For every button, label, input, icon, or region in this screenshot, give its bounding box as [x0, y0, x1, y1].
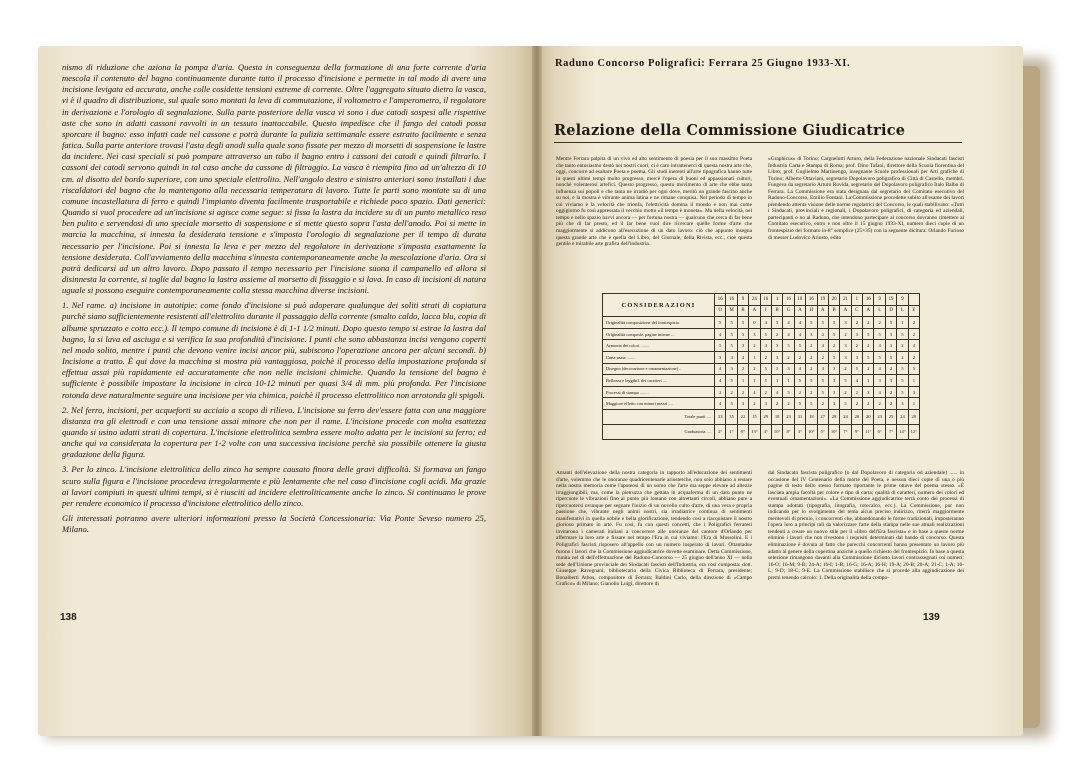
score-cell: 4 [715, 328, 726, 340]
score-cell: 3 [851, 351, 862, 363]
left-paragraph: 2. Nel ferro, incisioni, per acqueforti su acciaio a scopo di rilievo. L'incisione su ferro dev'essere fatta con una maggiore distanza tra gli elettrodi e con una tensione assai minore che non per il rame. L'incisione procede con molta esattezza quando si usino adatti strati di copertura. L'incisione elettrolitica sembra essere molto adatta per le incisioni su ferro; ed anche qui va considerata la copertura per 1-2 volte con una successiva incisione perchè sia possibile ottenere la giusta gradazione della figura. [62, 404, 486, 460]
table-corner-label: CONSIDERAZIONI [603, 294, 715, 317]
rank-cell: 10° [771, 424, 782, 439]
score-cell: 2 [897, 340, 908, 352]
score-cell: 5 [760, 328, 771, 340]
score-cell: 2 [851, 340, 862, 352]
score-cell: 2 [863, 317, 874, 329]
score-cell: 5 [897, 375, 908, 387]
title-rule [554, 142, 962, 143]
score-cell: 3 [885, 340, 896, 352]
col-letter: L [874, 305, 885, 317]
score-cell: 2 [840, 363, 851, 375]
score-cell: 2 [863, 340, 874, 352]
row-label: Bellezza e leggibil. dei caratteri .... [603, 375, 715, 387]
score-cell: 2 [840, 386, 851, 398]
score-cell: 5 [806, 375, 817, 387]
row-label: Carta usata ........ [603, 351, 715, 363]
score-cell: 2 [806, 340, 817, 352]
score-cell: 3 [771, 351, 782, 363]
score-cell: 1 [908, 375, 919, 387]
score-cell: 1 [863, 375, 874, 387]
score-cell: 2 [794, 386, 805, 398]
score-cell: 3 [737, 340, 748, 352]
score-cell: 5 [737, 317, 748, 329]
row-label: Processi di stampa ........ [603, 386, 715, 398]
col-number [908, 294, 919, 306]
total-cell: 35 [726, 409, 737, 424]
rank-cell: 8° [783, 424, 794, 439]
score-cell: 5 [817, 386, 828, 398]
score-cell: 4 [874, 340, 885, 352]
score-cell: 3 [897, 398, 908, 410]
total-cell: 20 [908, 409, 919, 424]
score-cell: 2 [737, 386, 748, 398]
score-cell: 1 [749, 375, 760, 387]
score-cell: 2 [737, 363, 748, 375]
col-letter: A [817, 305, 828, 317]
score-cell: 3 [828, 386, 839, 398]
col-letter: A [863, 305, 874, 317]
score-cell: 5 [817, 317, 828, 329]
score-cell: 4 [715, 363, 726, 375]
score-cell: 5 [874, 351, 885, 363]
col-letter: L [897, 305, 908, 317]
score-cell: 5 [806, 317, 817, 329]
column-2-top [768, 156, 964, 280]
totals-row [603, 409, 920, 424]
page-number-left: 138 [60, 612, 77, 623]
row-label: Maggiore effetto con minori mezzi .... [603, 398, 715, 410]
score-cell: 2 [715, 386, 726, 398]
total-cell: 29 [760, 409, 771, 424]
col-letter: G [783, 305, 794, 317]
col-number: 19 [885, 294, 896, 306]
score-cell: 4 [874, 386, 885, 398]
score-cell: 3 [840, 351, 851, 363]
score-cell: 3 [783, 363, 794, 375]
score-cell: 5 [715, 317, 726, 329]
rank-cell: 4° [760, 424, 771, 439]
rank-cell: 7° [885, 424, 896, 439]
score-cell: 1 [908, 398, 919, 410]
table-header-row [603, 294, 920, 306]
score-cell: 2 [771, 398, 782, 410]
score-cell: 2 [851, 386, 862, 398]
score-cell: 3 [771, 340, 782, 352]
total-cell: 33 [715, 409, 726, 424]
score-cell: 1 [771, 375, 782, 387]
col-number: 24 [749, 294, 760, 306]
score-cell: 2 [794, 351, 805, 363]
score-cell: 4 [851, 375, 862, 387]
col-letter: A [794, 305, 805, 317]
col-letter: I [760, 305, 771, 317]
rank-cell: 14° [897, 424, 908, 439]
score-cell: 5 [817, 375, 828, 387]
score-cell: 2 [749, 340, 760, 352]
row-label: Armonia dei colori ........ [603, 340, 715, 352]
score-cell: 5 [840, 375, 851, 387]
score-cell: 5 [715, 340, 726, 352]
rank-cell: 6° [874, 424, 885, 439]
col-letter: O [715, 305, 726, 317]
score-cell: 2 [817, 328, 828, 340]
score-cell: 5 [840, 398, 851, 410]
col-number: 16 [715, 294, 726, 306]
column-2-bottom [768, 470, 964, 602]
total-cell: 31 [794, 409, 805, 424]
col-number: 9 [737, 294, 748, 306]
score-cell: 3 [715, 351, 726, 363]
score-cell: 5 [806, 398, 817, 410]
page-title: Relazione della Commissione Giudicatrice [554, 122, 906, 139]
score-cell: 3 [885, 375, 896, 387]
score-cell: 4 [874, 363, 885, 375]
score-cell: 5 [828, 328, 839, 340]
score-cell: 5 [885, 351, 896, 363]
score-cell: 5 [794, 398, 805, 410]
score-cell: 2 [749, 363, 760, 375]
score-cell: 2 [863, 398, 874, 410]
score-cell: 2 [840, 328, 851, 340]
score-cell: 2 [783, 398, 794, 410]
total-cell: 24 [897, 409, 908, 424]
rank-cell: 5° [817, 424, 828, 439]
score-cell: 5 [726, 317, 737, 329]
col-letter: B [737, 305, 748, 317]
total-cell: 22 [737, 409, 748, 424]
score-cell: 5 [726, 375, 737, 387]
score-cell: 5 [726, 340, 737, 352]
score-cell: 2 [885, 386, 896, 398]
col-number: 16 [806, 294, 817, 306]
col-number: 21 [840, 294, 851, 306]
table-row [603, 386, 920, 398]
rank-cell: 2° [715, 424, 726, 439]
score-cell: 5 [908, 363, 919, 375]
column-text: Amanti dell'elevazione della nostra categoria in rapporto all'educazione dei sentimenti d'arte, volemmo che le onoranze quadricentenarie ariostesche, non solo abbiano a restare nella nostra memoria come l'apoteosi di un uomo che l'arte ma seppe elevare ad altezze irraggiungibili, ma, come la pietruzza che gettata in acquaferma di un dato punto ne ripercuote le vibrazioni fino al punto più lontano con altrettanti circoli, abbiano pure a ripercuotersi ovunque per segnare l'inizio di un novello culto d'arte, di una vera e propria passione che, vibrante negli animi nostri, sia irradiatrice continua di sentimenti manifestativi in quella nobile e bella glorificazione, tendendo così a riacquistare il nostro glorioso primato in arte. Fu così, fu con questi concetti, che i Poligrafici ferraresi invitarono i camerati italiani a concorrere alle onoranze del cantore d'Orlando per affermare la loro arte e fissare nel tempo l'Era in cui viviamo: l'Era di Mussolini. E i Poligrafici fascisti risposero all'appello con un numero insperato di lavori. Ottantadue furono i lavori che la Commissione aggiudicatrice dovette esaminare. Detta Commissione, riunita nel dì dell'effettuazione del Raduno-Concorso — 25 giugno dell'anno XI — nella sede dell'Unione provinciale dei Sindacati fascisti dell'Industria, era così composta: dott. Giuseppe Ravegnani, bibliotecario della Civica Biblioteca di Ferrara, presidente; Bonalberti Athos, compositore di Ferrara; Baldini Carlo, della direzione di «Campo Grafico» di Milano; Gianolio Luigi, direttore di [556, 470, 752, 588]
col-letter: C [851, 305, 862, 317]
score-cell: 3 [726, 363, 737, 375]
ranking-row [603, 424, 920, 439]
total-cell: 23 [783, 409, 794, 424]
score-cell: 2 [806, 386, 817, 398]
col-number: 16 [863, 294, 874, 306]
score-cell: 2 [885, 363, 896, 375]
score-cell: 5 [737, 328, 748, 340]
scoring-table [602, 293, 920, 440]
score-cell: 2 [874, 317, 885, 329]
rank-cell: 13° [749, 424, 760, 439]
rank-cell: 3° [794, 424, 805, 439]
rank-cell: 9° [737, 424, 748, 439]
score-cell: 3 [760, 398, 771, 410]
score-cell: 4 [783, 328, 794, 340]
score-cell: 3 [737, 398, 748, 410]
left-paragraph: Gli interessati potranno avere ulteriori informazioni presso la Società Concessionaria: Via Ponte Seveso numero 25, Milano. [62, 513, 486, 535]
score-cell: 3 [840, 317, 851, 329]
score-cell: 3 [828, 375, 839, 387]
col-number: 9 [897, 294, 908, 306]
left-paragraph: 3. Per lo zinco. L'incisione elettrolitica dello zinco ha sempre causato finora delle gravi difficoltà. Si formava un fango scuro sulla figura e l'incisione procedeva irregolarmente e più lentamente che nel caso d'incisione cogli acidi. Ma grazie ai lavori compiuti in questi ultimi tempi, si è riusciti ad incidere elettroliticamente anche lo zinco. Si continuano le prove per rendere economico il processo d'incisione elettrolitico dello zinco. [62, 464, 486, 508]
score-cell: 3 [851, 328, 862, 340]
score-cell: 2 [760, 386, 771, 398]
score-cell: 4 [783, 317, 794, 329]
row-label: Originalità composizione del frontespizio. [603, 317, 715, 329]
score-cell: 3 [828, 363, 839, 375]
score-cell: 2 [908, 351, 919, 363]
score-cell: 2 [863, 363, 874, 375]
score-cell: 3 [828, 398, 839, 410]
score-cell: 3 [806, 328, 817, 340]
col-letter: H [806, 305, 817, 317]
totals-label: Totale punti .... [603, 409, 715, 424]
left-paragraph: 1. Nel rame. a) incisione in autotipie: come fondo d'incisione si può adoperare qualunque dei soliti strati di copiatura purchè siano sufficientemente resistenti all'elettrolito durante il passaggio della corrente (smalto caldo, lacca blu, copia di albume spruzzato e cotto ecc.). Il tempo comune di incisione è di 1-1 1/2 minuti. Dopo questo tempo si estrae la lastra dal bagno, la si lava ed asciuga e si verifica la sua profondità d'incisione. I punti che sono abbastanza incisi vengono coperti nel modo solito, mentre i punti che devono venire incisi ancor più, subiscono l'operazione ancora per alcuni secondi. b) Incisione a tratto. È qui dove la macchina si mostra più vantaggiosa, poichè il processo della impostazione profonda si effettua assai più rapidamente ed accuratamente che non nelle incisioni chimiche. Quando la tensione del bagno è sufficiente è possibile impostare la incisione in circa 10-12 minuti per quasi 3/4 di mm. più profonda. Per l'incisione rotonda deve naturalmente seguire una incisione per via chimica, poichè il processo elettrolitico non arrotonda gli spigoli. [62, 300, 486, 400]
table-row [603, 398, 920, 410]
score-cell: 3 [749, 328, 760, 340]
rank-cell: 9° [851, 424, 862, 439]
table-body [603, 317, 920, 410]
score-cell: 3 [726, 351, 737, 363]
score-cell: 4 [817, 340, 828, 352]
score-cell: 2 [783, 351, 794, 363]
score-cell: 5 [760, 363, 771, 375]
col-number: 16 [760, 294, 771, 306]
score-cell: 3 [885, 328, 896, 340]
col-number: 19 [817, 294, 828, 306]
score-cell: 5 [897, 363, 908, 375]
score-cell: 2 [851, 398, 862, 410]
score-cell: 2 [897, 351, 908, 363]
col-letter: A [840, 305, 851, 317]
score-cell: 2 [806, 351, 817, 363]
table-row [603, 317, 920, 329]
score-cell: 2 [908, 328, 919, 340]
col-number: 16 [783, 294, 794, 306]
score-cell: 2 [851, 317, 862, 329]
column-1-bottom [556, 470, 752, 602]
score-cell: 5 [783, 386, 794, 398]
score-cell: 1 [737, 375, 748, 387]
score-cell: 5 [794, 340, 805, 352]
row-label: Originalità composiz. pagine interne ... [603, 328, 715, 340]
score-cell: 2 [749, 398, 760, 410]
book-gutter [532, 46, 542, 736]
total-cell: 20 [851, 409, 862, 424]
left-page-text [62, 62, 486, 539]
score-cell: 4 [760, 340, 771, 352]
score-cell: 5 [726, 328, 737, 340]
score-cell: 2 [817, 398, 828, 410]
total-cell: 20 [863, 409, 874, 424]
rank-cell: 11° [863, 424, 874, 439]
score-cell: 4 [715, 375, 726, 387]
page-number-right: 139 [923, 612, 940, 623]
score-cell: 3 [874, 375, 885, 387]
score-cell: 5 [760, 375, 771, 387]
score-cell: 3 [908, 386, 919, 398]
score-cell: 0 [749, 317, 760, 329]
col-number: 1 [851, 294, 862, 306]
ranking-label: Graduatoria .... [603, 424, 715, 439]
score-cell: 4 [908, 340, 919, 352]
col-letter: B [828, 305, 839, 317]
score-cell: 2 [908, 317, 919, 329]
total-cell: 15 [749, 409, 760, 424]
col-number: 20 [828, 294, 839, 306]
column-1-top [556, 156, 752, 280]
score-cell: 5 [863, 328, 874, 340]
score-cell: 4 [737, 351, 748, 363]
left-paragraph: nismo di riduzione che aziona la pompa d'aria. Questa in conseguenza della formazione di una forte corrente d'aria mescola il contenuto del bagno continuamente durante tutto il processo d'incisione e permette in tal modo di avere una incisione levigata ed accurata, anche colle cosidette tensioni estreme di corrente. Oltre l'aggregato situato dietro la vasca, vi è il quadro di distribuzione, sul quale sono montati la leva di commutazione, il voltometro e l'amperometro, il regolatore in derivazione e l'orologio di segnalazione. Sulla parte posteriore della vasca vi sono i due catodi sospesi alle rispettive aste che sono in adatti cassoni ravvolti in un tessuto inattaccabile. Questo impedisce che il fango dei catodi possa sporcare il bagno: esso infatti cade nel cassone e potrà durante la pulizia settimanale essere estratto facilmente e senza fatica. Sulla parte anteriore trovasi l'asta degli anodi sulla quale sono fissate per mezzo di morsetti di sospensione le lastre da incidere. Nei casi speciali si può pompare attraverso un tubo il bagno entro i cassoni dei catodi e quindi filtrarlo. I cassoni dei catodi servono quindi in tal caso anche da cassone di filtraggio. La vasca è riempita fino ad un'altezza di 10 cm. al disotto del bordo superiore, con uno speciale elettrolito. Nell'angolo destro e sinistro anteriori sono installati i due riscaldatori del bagno che lo mantengono alla necessaria temperatura di lavoro. Tutte le parti sono montate su di una comune incastellatura di ferro e quindi l'impianto diventa facilmente trasportabile e richiede poco spazio. Dati generici: Quando si vuol procedere ad un'incisione si agisce come segue: si fissa la lastra da incidere su di un punto metallico reso ben pulito e servendosi di uno speciale morsetto di sospensione e si mette questo sopra l'asta dell'anodo. Poi si mette in marcia la macchina, si innesta la desiderata tensione e s'imposta l'orologio di segnalazione per il tempo di durata necessario per l'incisione. Poi si innesta la leva e per mezzo del regolatore in derivazione s'imposta esattamente la tensione desiderata. Coll'avviamento della macchina s'innesta contemporaneamente anche la mescolazione d'aria. Ora si potrà dedicarsi ad un altro lavoro. Dopo passato il tempo necessario per l'incisione suona il campanello ed allora si disinnesta la corrente, si toglie dal bagno la lastra assieme al morsetto di fissaggio e si lava. In caso di incisioni di natura uguale si possono eseguire contemporaneamente colla stessa macchina diverse incisioni. [62, 62, 486, 296]
score-cell: 2 [817, 351, 828, 363]
score-cell: 4 [794, 328, 805, 340]
table-row [603, 363, 920, 375]
rank-cell: 12° [908, 424, 919, 439]
score-cell: 2 [828, 340, 839, 352]
rank-cell: 10° [828, 424, 839, 439]
table-row [603, 351, 920, 363]
score-cell: 4 [749, 386, 760, 398]
score-cell: 5 [885, 317, 896, 329]
col-number: 16 [726, 294, 737, 306]
table-row [603, 375, 920, 387]
score-cell: 1 [783, 375, 794, 387]
total-cell: 25 [885, 409, 896, 424]
score-cell: 5 [874, 328, 885, 340]
score-cell: 5 [863, 351, 874, 363]
score-cell: 1 [897, 317, 908, 329]
rank-cell: 1° [726, 424, 737, 439]
score-cell: 4 [771, 386, 782, 398]
running-header: Raduno Concorso Poligrafici: Ferrara 25 Giugno 1933-XI. [555, 58, 851, 69]
col-number: 9 [874, 294, 885, 306]
total-cell: 24 [840, 409, 851, 424]
score-cell: 2 [760, 351, 771, 363]
score-cell: 5 [828, 317, 839, 329]
score-cell: 3 [840, 340, 851, 352]
score-cell: 1 [749, 351, 760, 363]
score-cell: 5 [783, 340, 794, 352]
col-number: 1 [771, 294, 782, 306]
table-row [603, 340, 920, 352]
col-letter: E [908, 305, 919, 317]
row-label: Disegno (decorazione e ornamentazione) .. [603, 363, 715, 375]
score-cell: 2 [771, 363, 782, 375]
col-number: 18 [794, 294, 805, 306]
column-text: dal Sindacato fascista poligrafico (o dal Dopolavoro di categoria od aziendale) ...... in occasione del IV Centenario della morte del Poeta, e nessun dieci copie di una o più pagine di testo dello stesso formato riportante le prime ottave del poema stesso. «È lasciata ampia facoltà per colore e tipo di carta; qualità di caratteri, numero dei colori ed eventuali ornamentazioni». «La Commissione aggiudicatrice terrà conto dei processi di stampa adottati (tipografia, litografia, rotocalco, ecc.). La Commissione, pur non indicando per lo svolgimento del tema alcun preciso indirizzo, riterrà maggiormente meritevoli di premio, i concorrenti che, abbandonando le forme tradizionali, imposteranno l'opera loro a principi tali da valorizzare l'arte della stampa nelle sue attuali realizzazioni tendenti a creare un nuovo stile per il «libro dell'Era fascista» e in base a queste norme eliminò i lavori che non rivestono i requisiti determinati dal bando di concorso. Questa eliminazione è dovuta al fatto che parecchi concorrenti hanno presentato un lavoro più adatto al genere della copertina anzichè a quello richiesto del frontespizio. In base a questa selezione rimangono davanti alla Commissione diciotto lavori contrassegnati coi numeri: 16-O; 16-M; 9-B; 24-A; 16-I; 1-B; 16-G; 16-A; 16-H; 19-A; 20-B; 20-A; 21-C; 1-A; 16-L; 9-D; 18-C; 9-E. La Commissione stabilisce che si procede alla aggiudicazione dei premi tenendo calcolo: 1. Della originalità della compo- [768, 470, 964, 581]
score-cell: 2 [806, 363, 817, 375]
score-cell: 3 [863, 386, 874, 398]
score-cell: 4 [715, 398, 726, 410]
total-cell: 23 [874, 409, 885, 424]
score-cell: 4 [817, 363, 828, 375]
score-cell: 5 [897, 386, 908, 398]
score-cell: 2 [874, 398, 885, 410]
total-cell: 18 [806, 409, 817, 424]
score-cell: 2 [885, 398, 896, 410]
score-cell: 4 [794, 317, 805, 329]
table-row [603, 328, 920, 340]
column-text: Mentre Ferrara palpita di un vivo ed alto sentimento di poesia per il suo massimo Poeta che tanto entusiasmo destò nei nostri cuori, ci è caro intrattenerci di questa nostra arte che, oggi, concorre ad esaltare Poeta e poema. Gli studi inerenti all'arte tipografica hanno tutte in questi ultimi tempi molto progresso, mercè l'opera di buoni ed appassionati cultori, nonchè volenterosi artefici. Questo progresso, questo movimento di arte che ebbe tanta influenza sui popoli e che tanta ne irradiò per ogni dove, meritò un grande fascino anche su noi, e la mostra è vibrante anima latina e ne rimane conquisa. Nel periodo di tempo in cui viviamo è la velocità che trionfa, l'elettricità domina il mondo e non mai come oggigiorno fu così appressata il vecchio motto «il tempo è moneta». Ma nella velocità, nel tempo e nello spazio havvi ancora — per fortuna nostra — qualcuno che cerca di far bene più che di far presto, ed il far bene vuol dire ricercare quelle forme d'arte che maggiormente si addicono all'esecuzione di un dato lavoro: ciò che appunto insegna questa grande arte che è quella del Libro, del Giornale, della Rivista, ecc., cioè questa gentile e mirabile arte grafica dell'industria. [556, 156, 752, 248]
col-letter: A [749, 305, 760, 317]
score-cell: 5 [828, 351, 839, 363]
column-text: «Graphicus» di Torino; Cargnelutti Arturo, della Federazione nazionale Sindacati fascisti Industria Carta e Stampa di Roma; prof. Dino Tafani, direttore della Scuola fiorentina del Libro; prof. Guglielmo Martinengo, insegnante Scuole professionali per Arti grafiche di Torino; Alberto Ottaviani, segretario Dopolavoro poligrafico di Città di Castello, membri. Fungeva da segretario Arturo Rovida, segretario del Dopolavoro poligrafico Italo Balbo di Ferrara. La Commissione era stata designata dal segretario del Comitato esecutivo del Raduno-Concorso, Emilio Fontani. La Commissione procedette subito all'esame dei lavori prendendo attenta visione delle norme regolatrici del Concorso, le quali stabilivano: «Tutti i Sindacati, provinciali e regionali, i Dopolavoro poligrafici, di categoria ed aziendali, partecipanti o no al Raduno, che intendono partecipare al concorso dovranno rimettere al Comitato esecutivo, entro e non oltre il 15 giugno 1933-XI, numero dieci copie di un frontespizio del formato in-8° semplice (25×35) con la seguente dicitura: Orlando Furioso di messer Ludovico Ariosto, edito [768, 156, 964, 241]
score-cell: 5 [794, 375, 805, 387]
total-cell: 28 [828, 409, 839, 424]
total-cell: 27 [817, 409, 828, 424]
col-letter: D [885, 305, 896, 317]
total-cell: 18 [771, 409, 782, 424]
score-cell: 5 [726, 398, 737, 410]
score-cell: 4 [794, 363, 805, 375]
rank-cell: 7° [840, 424, 851, 439]
score-cell: 2 [771, 328, 782, 340]
score-cell: 5 [897, 328, 908, 340]
score-cell: 4 [760, 317, 771, 329]
col-letter: B [771, 305, 782, 317]
score-cell: 2 [726, 386, 737, 398]
rank-cell: 10° [806, 424, 817, 439]
score-cell: 5 [851, 363, 862, 375]
score-cell: 5 [771, 317, 782, 329]
col-letter: M [726, 305, 737, 317]
